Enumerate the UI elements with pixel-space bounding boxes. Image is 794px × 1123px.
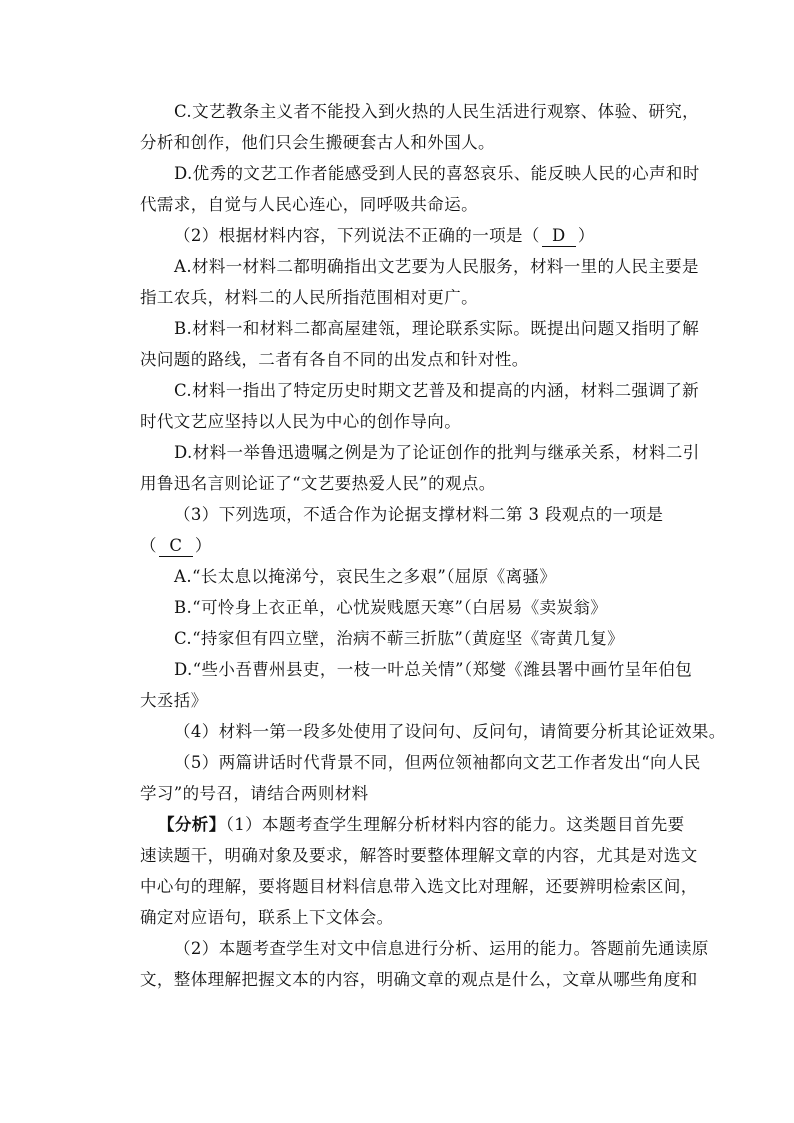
option-line: 用鲁迅名言则论证了“文艺要热爱人民”的观点。 xyxy=(140,474,496,493)
analysis-2-line: 文，整体理解把握文本的内容，明确文章的观点是什么，文章从哪些角度和 xyxy=(140,970,698,989)
question-2 xyxy=(140,220,660,251)
question-2-close: ） xyxy=(577,226,595,245)
option-line: D.材料一举鲁迅遗嘱之例是为了论证创作的批判与继承关系，材料二引 xyxy=(174,443,700,462)
question-4: （4）材料一第一段多处使用了设问句、反问句，请简要分析其论证效果。 xyxy=(174,722,726,741)
question-3-answer-blank: C xyxy=(159,536,193,557)
analysis-line: 速读题干，明确对象及要求，解答时要整体理解文章的内容，尤其是对选文 xyxy=(140,846,698,865)
question-3-answer xyxy=(140,530,660,561)
analysis-heading-line xyxy=(140,809,685,840)
question-5-line: （5）两篇讲话时代背景不同，但两位领袖都向文艺工作者发出“向人民 xyxy=(174,753,701,772)
page-content xyxy=(140,96,726,995)
option-line: B.“可怜身上衣正单，心忧炭贱愿天寒”（白居易《卖炭翁》 xyxy=(174,598,608,617)
question-3-close: ） xyxy=(194,536,212,555)
analysis-label: 【分析】 xyxy=(158,815,226,834)
text-line: 代需求，自觉与人民心连心，同呼吸共命运。 xyxy=(140,195,478,214)
question-5-line: 学习”的号召，请结合两则材料 xyxy=(140,784,369,803)
question-3-prompt: （3）下列选项，不适合作为论据支撑材料二第 3 段观点的一项是 xyxy=(174,505,664,524)
text-line: D.优秀的文艺工作者能感受到人民的喜怒哀乐、能反映人民的心声和时 xyxy=(174,164,700,183)
option-line: D.“些小吾曹州县吏，一枝一叶总关情”（郑燮《潍县署中画竹呈年伯包 xyxy=(174,660,693,679)
text-line: C.文艺教条主义者不能投入到火热的人民生活进行观察、体验、研究， xyxy=(174,102,700,121)
question-2-answer-blank: D xyxy=(542,226,576,247)
option-line: C.“持家但有四立壁，治病不蕲三折肱”（黄庭坚《寄黄几复》 xyxy=(174,629,625,648)
option-line: 大丞括》 xyxy=(140,691,208,710)
analysis-text: （1）本题考查学生理解分析材料内容的能力。这类题目首先要 xyxy=(225,815,685,834)
option-line: 时代文艺应坚持以人民为中心的创作导向。 xyxy=(140,412,462,431)
text-line: 分析和创作，他们只会生搬硬套古人和外国人。 xyxy=(140,133,495,152)
option-line: A.材料一材料二都明确指出文艺要为人民服务，材料一里的人民主要是 xyxy=(174,257,699,276)
analysis-line: 中心句的理解，要将题目材料信息带入选文比对理解，还要辨明检索区间， xyxy=(140,877,698,896)
option-line: A.“长太息以掩涕兮，哀民生之多艰”（屈原《离骚》 xyxy=(174,567,557,586)
option-line: 指工农兵，材料二的人民所指范围相对更广。 xyxy=(140,288,478,307)
analysis-line: 确定对应语句，联系上下文体会。 xyxy=(140,908,394,927)
analysis-2-line: （2）本题考查学生对文中信息进行分析、运用的能力。答题前先通读原 xyxy=(174,939,709,958)
question-3-open: （ xyxy=(140,536,157,555)
option-line: 决问题的路线，二者有各自不同的出发点和针对性。 xyxy=(140,350,529,369)
question-2-prompt: （2）根据材料内容，下列说法不正确的一项是（ xyxy=(174,226,540,245)
option-line: C.材料一指出了特定历史时期文艺普及和提高的内涵，材料二强调了新 xyxy=(174,381,700,400)
option-line: B.材料一和材料二都高屋建瓴，理论联系实际。既提出问题又指明了解 xyxy=(174,319,700,338)
